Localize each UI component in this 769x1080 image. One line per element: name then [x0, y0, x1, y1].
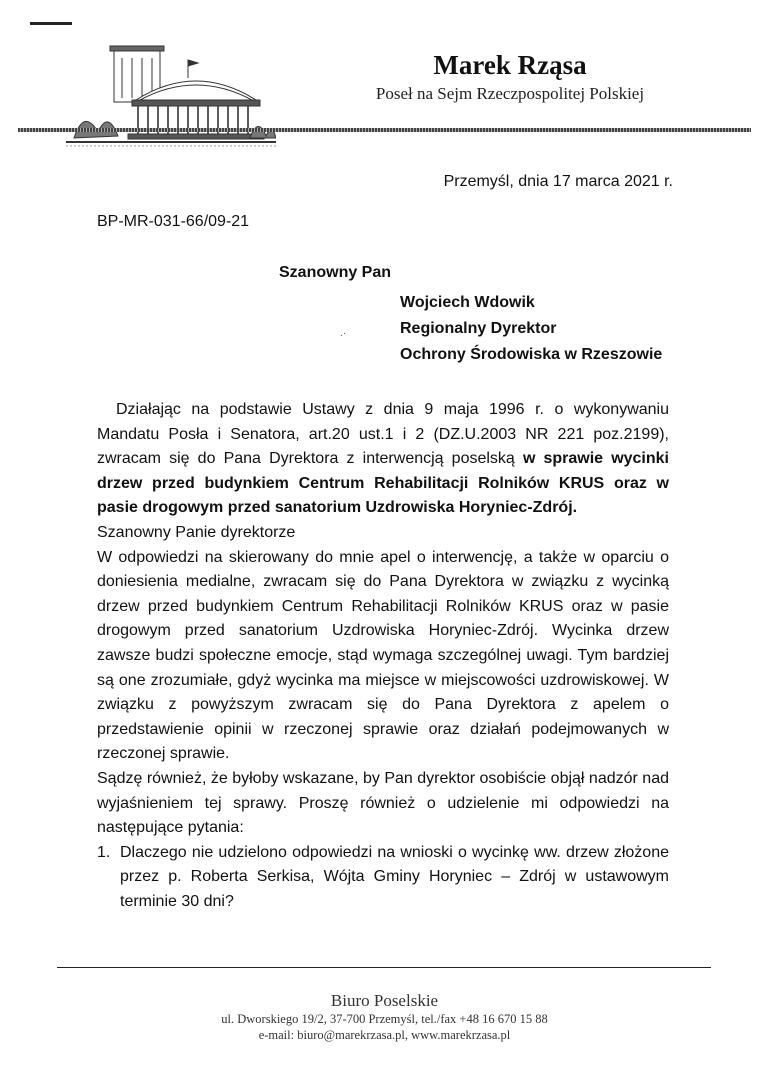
list-item — [97, 841, 669, 915]
greeting: Szanowny Panie dyrektorze — [97, 523, 296, 541]
letter-body — [97, 398, 669, 914]
header-divider — [18, 128, 751, 132]
sejm-building-icon — [66, 38, 276, 153]
question-text: Dlaczego nie udzielono odpowiedzi na wnioski o wycinkę ww. drzew złożone przez p. Roberta Serkisa, Wójta Gminy Horyniec – Zdrój w ustawowym terminie 30 dni? — [120, 843, 669, 910]
recipient-block — [400, 290, 662, 368]
footer-contact: e-mail: biuro@marekrzasa.pl, www.marekrzasa.pl — [258, 1028, 511, 1042]
scan-speck: .· — [340, 328, 347, 339]
question-number: 1. — [97, 843, 111, 861]
sender-title: Poseł na Sejm Rzeczpospolitej Polskiej — [375, 84, 645, 103]
scan-mark — [30, 22, 72, 25]
intro-subject: w sprawie wycinki drzew przed budynkiem Centrum Rehabilitacji Rolników KRUS oraz w pasie drogowym przed sanatorium Uzdrowiska Horyniec-Zdrój. — [97, 450, 669, 517]
place-date: Przemyśl, dnia 17 marca 2021 r. — [443, 173, 673, 190]
intro-text: Działając na podstawie Ustawy z dnia 9 maja 1996 r. o wykonywaniu Mandatu Posła i Senatora, art.20 ust.1 i 2 (DZ.U.2003 NR 221 poz.2199), zwracam się do Pana Dyrektora z interwencją poselską — [97, 401, 669, 468]
footer-title: Biuro Poselskie — [330, 991, 439, 1010]
sender-name: Marek Rząsa — [433, 50, 587, 80]
salutation-to: Szanowny Pan — [279, 264, 392, 281]
paragraph-appeal: W odpowiedzi na skierowany do mnie apel o interwencję, a także w oparciu o doniesienia medialne, zwracam się do Pana Dyrektora w związku z wycinką drzew przed budynkiem Centrum Rehabilitacji Rolników KRUS oraz w pasie drogowym przed sanatorium Uzdrowiska Horyniec-Zdrój. Wycinka drzew zawsze budzi społeczne emocje, stąd wymaga szczególnej uwagi. Tym bardziej są one zrozumiałe, gdyż wycinka ma miejsce w miejscowości uzdrowiskowej. W związku z powyższym zwracam się do Pana Dyrektora z apelem o przedstawienie opinii w rzeczonej sprawie oraz działań podejmowanych w rzeczonej sprawie. — [97, 548, 669, 763]
footer-divider — [57, 967, 711, 968]
footer-address: ul. Dworskiego 19/2, 37-700 Przemyśl, tel./fax +48 16 670 15 88 — [221, 1012, 548, 1026]
recipient-position: Regionalny Dyrektor — [400, 320, 557, 337]
recipient-office: Ochrony Środowiska w Rzeszowie — [400, 346, 663, 363]
intro-paragraph — [97, 398, 669, 521]
recipient-name: Wojciech Wdowik — [400, 294, 535, 311]
reference-number: BP-MR-031-66/09-21 — [97, 213, 250, 230]
questions-list — [97, 841, 669, 915]
paragraph-request: Sądzę również, że byłoby wskazane, by Pan dyrektor osobiście objął nadzór nad wyjaśnieniem tej sprawy. Proszę również o udzielenie mi odpowiedzi na następujące pytania: — [97, 769, 669, 837]
